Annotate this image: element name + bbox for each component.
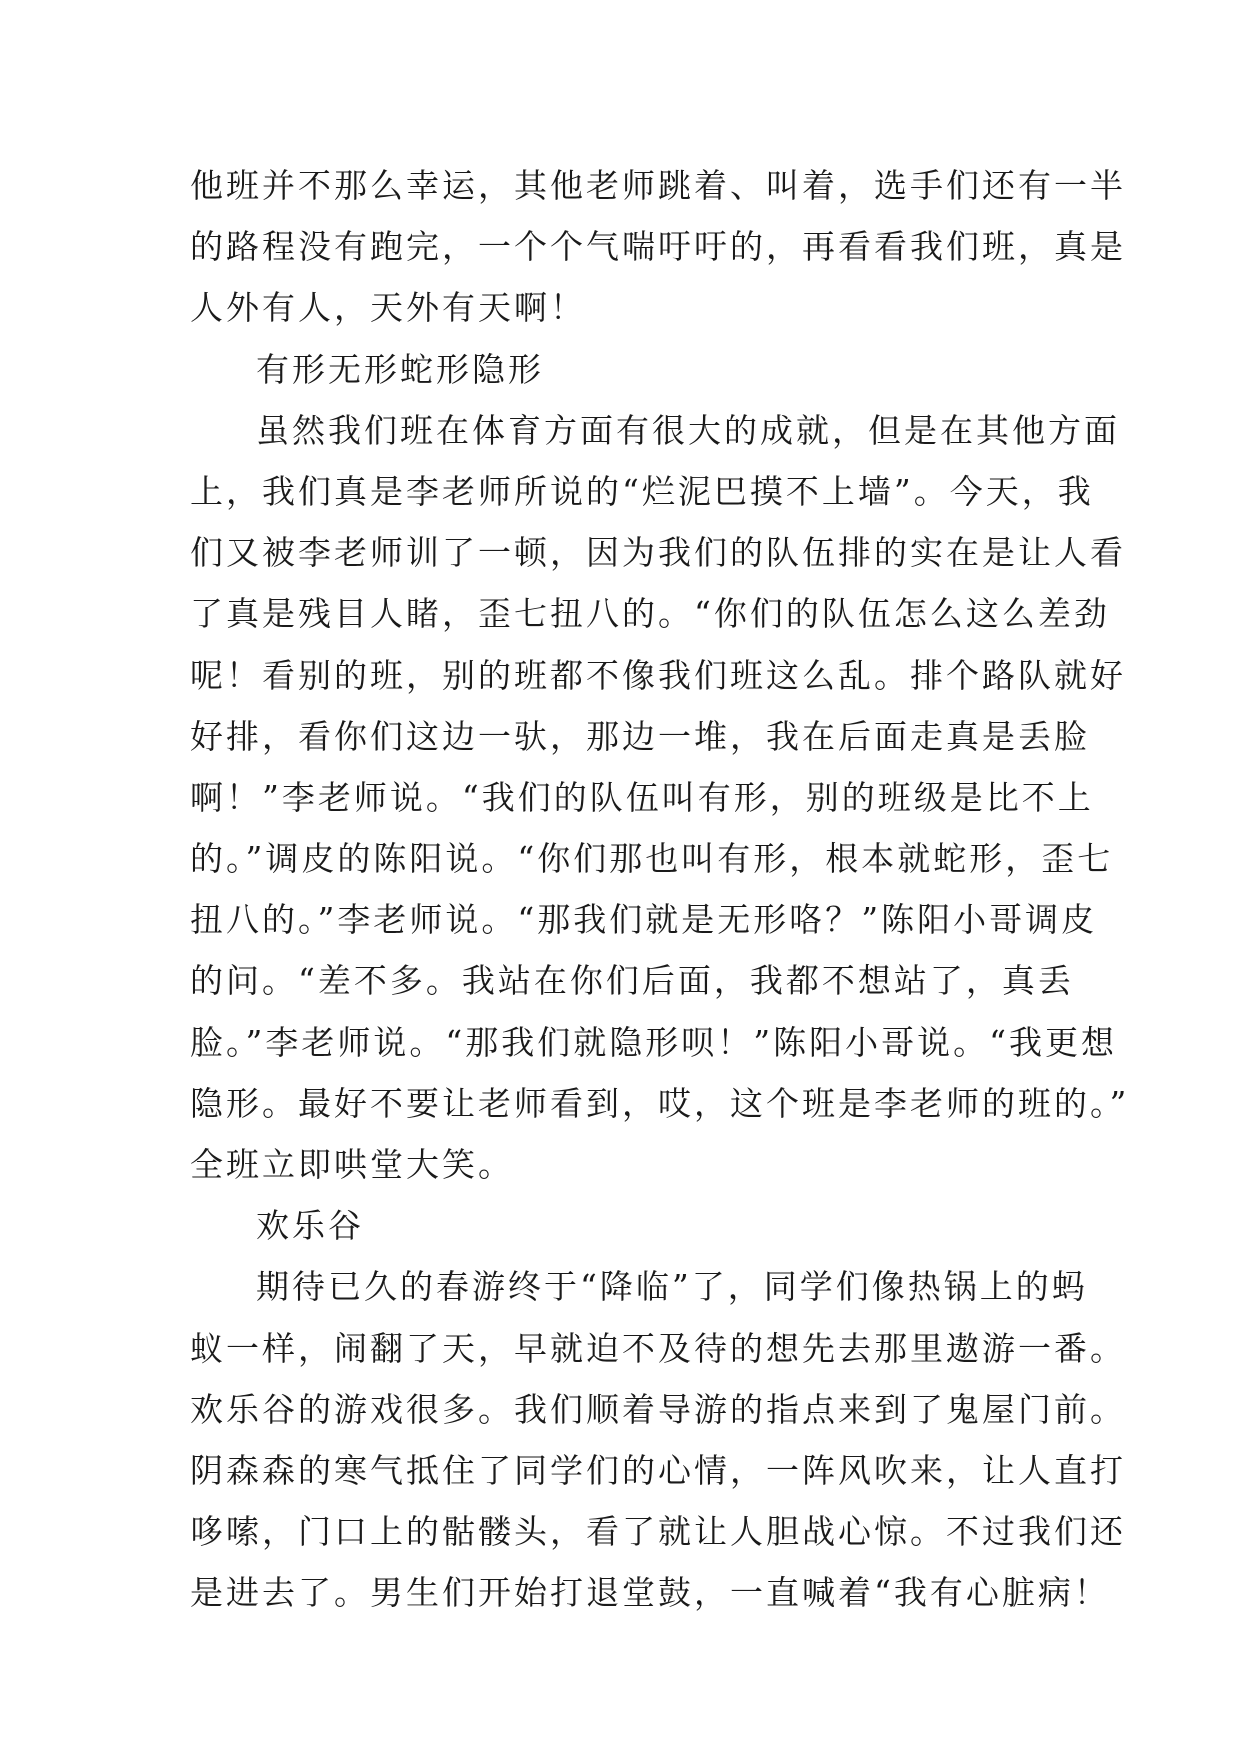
text-line: 的。”调皮的陈阳说。“你们那也叫有形，根本就蛇形，歪七 xyxy=(190,839,1114,879)
text-line: 们又被李老师训了一顿，因为我们的队伍排的实在是让人看 xyxy=(190,533,1126,573)
text-line: 他班并不那么幸运，其他老师跳着、叫着，选手们还有一半 xyxy=(190,166,1126,205)
text-line: 哆嗦，门口上的骷髅头，看了就让人胆战心惊。不过我们还 xyxy=(190,1512,1126,1552)
text-line: 好排，看你们这边一驮，那边一堆，我在后面走真是丢脸 xyxy=(190,716,1090,756)
text-line: 蚁一样，闹翻了天，早就迫不及待的想先去那里遨游一番。 xyxy=(190,1328,1126,1368)
text-line: 呢！看别的班，别的班都不像我们班这么乱。排个路队就好 xyxy=(190,655,1126,695)
text-line: 是进去了。男生们开始打退堂鼓，一直喊着“我有心脏病！ xyxy=(190,1573,1110,1613)
text-line: 期待已久的春游终于“降临”了，同学们像热锅上的蚂 xyxy=(256,1267,1088,1307)
text-line: 全班立即哄堂大笑。 xyxy=(190,1145,514,1184)
text-line: 人外有人，天外有天啊！ xyxy=(190,288,586,328)
text-line: 虽然我们班在体育方面有很大的成就，但是在其他方面 xyxy=(256,410,1120,450)
text-line: 阴森森的寒气抵住了同学们的心情，一阵风吹来，让人直打 xyxy=(190,1450,1126,1490)
text-line: 啊！”李老师说。“我们的队伍叫有形，别的班级是比不上 xyxy=(190,777,1094,817)
text-line: 了真是残目人睹，歪七扭八的。“你们的队伍怎么这么差劲 xyxy=(190,594,1110,634)
text-line: 隐形。最好不要让老师看到，哎，这个班是李老师的班的。” xyxy=(190,1083,1130,1123)
text-line: 的问。“差不多。我站在你们后面，我都不想站了，真丢 xyxy=(190,961,1074,1001)
section-heading: 欢乐谷 xyxy=(256,1206,364,1246)
text-line: 扭八的。”李老师说。“那我们就是无形咯？”陈阳小哥调皮 xyxy=(190,900,1098,940)
document-body xyxy=(190,155,1130,1624)
text-line: 欢乐谷的游戏很多。我们顺着导游的指点来到了鬼屋门前。 xyxy=(190,1389,1126,1429)
text-line: 上，我们真是李老师所说的“烂泥巴摸不上墙”。今天，我 xyxy=(190,471,1094,511)
section-heading: 有形无形蛇形隐形 xyxy=(256,349,544,389)
text-line: 的路程没有跑完，一个个气喘吁吁的，再看看我们班，真是 xyxy=(190,227,1126,267)
text-line: 脸。”李老师说。“那我们就隐形呗！”陈阳小哥说。“我更想 xyxy=(190,1022,1117,1062)
